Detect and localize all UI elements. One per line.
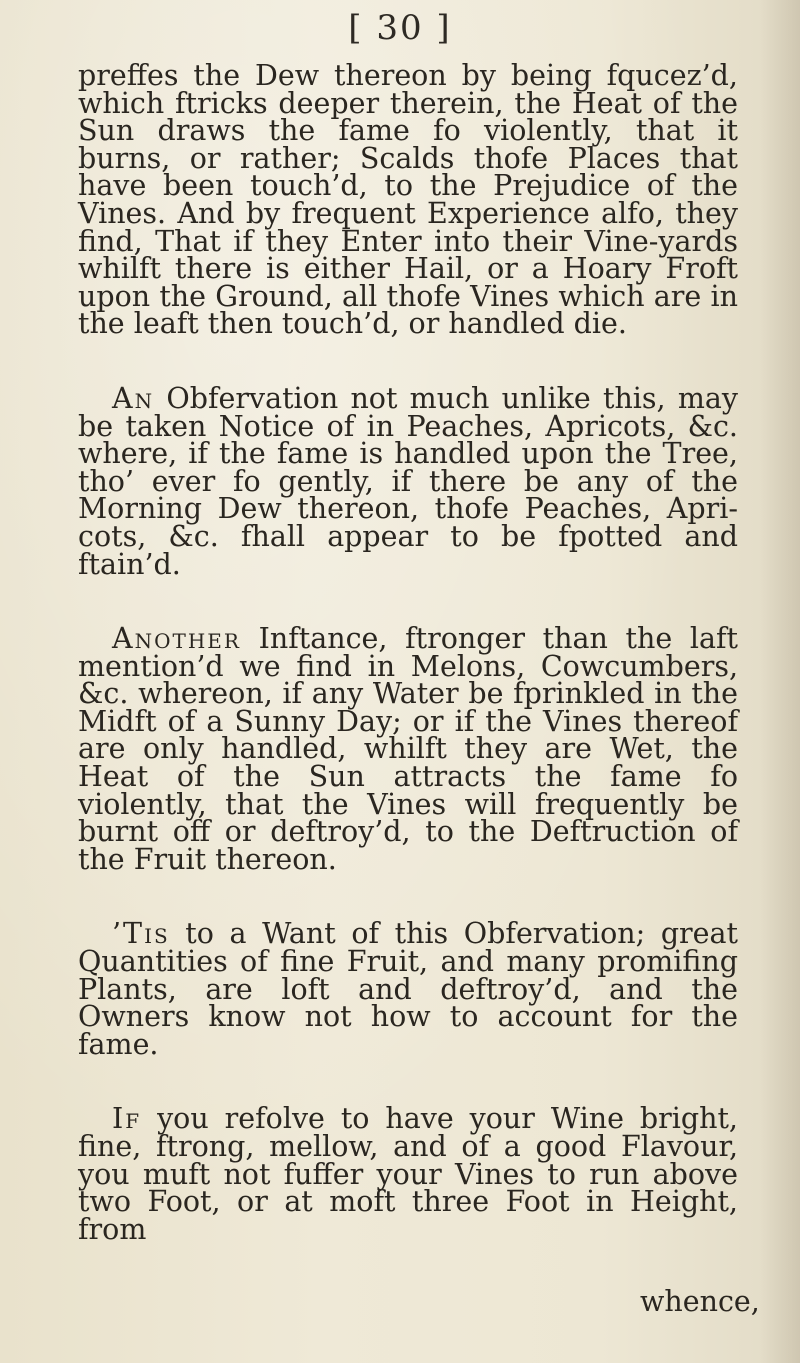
paragraph-4 xyxy=(78,917,738,1061)
paragraph-3 xyxy=(78,622,738,876)
paragraph-2-lead: An xyxy=(112,381,155,415)
paragraph-5-lead: If xyxy=(112,1102,142,1136)
paragraph-1 xyxy=(78,59,738,341)
paragraph-3-lead: Another xyxy=(112,622,241,656)
paragraph-4-text: to a Want of this Obfervation; great Quantities of fine Fruit, and many promifing Plants, are loft and deftroy’d, and the Owners know not how to account for the fame. xyxy=(78,917,738,1061)
paragraph-2-text: Obfervation not much unlike this, may be taken Notice of in Peaches, Apricots, &c. where, if the fame is handled upon the Tree, tho’ ever fo gently, if there be any of the Morning Dew thereon, thofe Peaches, Apri-cots, &c. fhall appear to be fpotted and ftain’d. xyxy=(78,381,738,581)
paragraph-5 xyxy=(78,1102,738,1246)
paragraph-4-lead: ’Tis xyxy=(112,917,170,951)
paragraph-2 xyxy=(78,381,738,581)
catchword: whence, xyxy=(640,1285,760,1318)
paragraph-3-text: Inftance, ftronger than the laft mention’d we find in Melons, Cowcumbers, &c. whereon, if any Water be fprinkled in the Midft of a Sunny Day; or if the Vines thereof are only handled, whilft they are Wet, the Heat of the Sun attracts the fame fo violently, that the Vines will frequently be burnt off or deftroy’d, to the Deftruction of the Fruit thereon. xyxy=(78,622,738,876)
paragraph-1-text: preffes the Dew thereon by being fqucez’d, which ftricks deeper therein, the Heat of the Sun draws the fame fo violently, that it burns, or rather; Scalds thofe Places that have been touch’d, to the Prejudice of the Vines. And by frequent Experience alfo, they find, That if they Enter into their Vine-yards whilft there is either Hail, or a Hoary Froft upon the Ground, all thofe Vines which are in the leaft then touch’d, or handled die. xyxy=(78,59,738,341)
paragraph-5-text: you refolve to have your Wine bright, fine, ftrong, mellow, and of a good Flavour, you muft not fuffer your Vines to run above two Foot, or at moft three Foot in Height, from xyxy=(78,1102,738,1246)
page-number: [ 30 ] xyxy=(348,8,452,48)
page-body xyxy=(78,59,738,1290)
